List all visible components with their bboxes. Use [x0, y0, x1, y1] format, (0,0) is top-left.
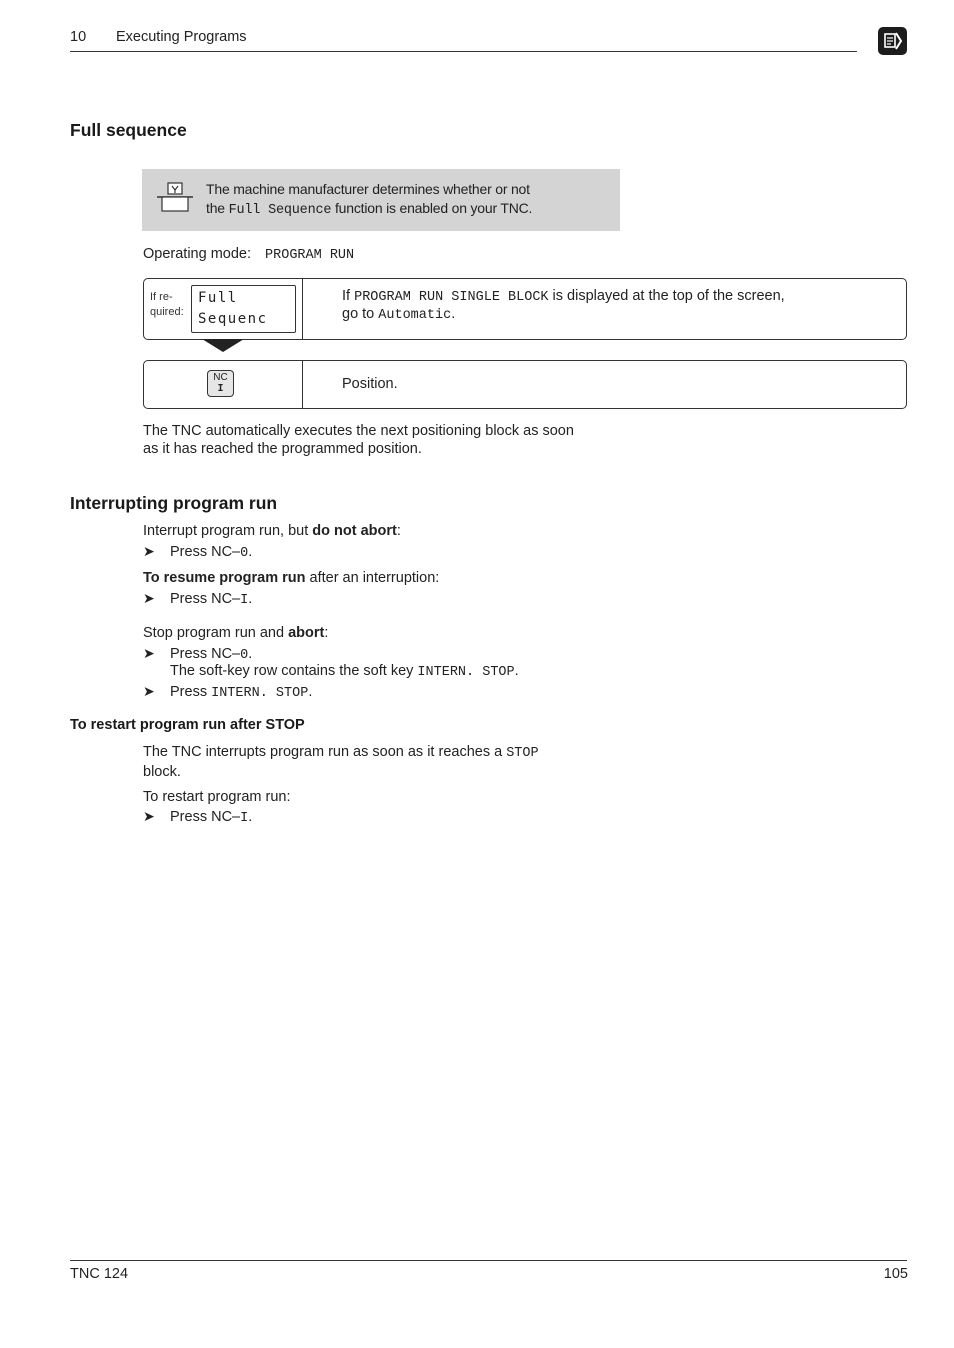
note-code: Full Sequence: [228, 203, 332, 218]
resume-intro-bold: To resume program run: [143, 570, 306, 586]
bullet-press-intern-stop: [143, 682, 312, 703]
abort-intro: [143, 624, 328, 642]
step-divider: [302, 279, 303, 339]
if-required-label: [150, 290, 184, 320]
step-full-sequence-softkey: [143, 278, 907, 340]
bullet-arrow-icon: ➤: [143, 590, 155, 606]
abort-intro-post: :: [324, 625, 329, 641]
restart-instruction: To restart program run:: [143, 789, 291, 805]
abort-intro-bold: abort: [288, 625, 325, 641]
run-mode-icon: [878, 27, 907, 55]
bullet-code: INTERN. STOP: [211, 686, 309, 701]
down-arrow-icon: [202, 339, 244, 352]
chapter-number: 10: [70, 29, 87, 45]
auto-execution-line-1: The TNC automatically executes the next positioning block as soon: [143, 423, 574, 439]
bullet-text: Press NC–: [170, 646, 241, 662]
bullet-text-post: .: [248, 544, 253, 560]
bullet-code: 0: [240, 546, 249, 561]
resume-intro-post: after an interruption:: [305, 570, 440, 586]
operating-mode: [143, 246, 354, 263]
softkey-row-note-code: INTERN. STOP: [417, 665, 515, 680]
restart-intro-line-2: block.: [143, 764, 181, 780]
softkey-row-note-post: .: [514, 663, 519, 679]
bullet-code: I: [240, 811, 249, 826]
bullet-press-nc0: [143, 542, 252, 563]
chapter-title: Executing Programs: [116, 29, 247, 45]
nc-key-symbol: I: [217, 383, 224, 394]
if-required-line-1: If re-: [150, 291, 173, 303]
softkey-line-2: Sequenc: [198, 311, 268, 327]
bullet-text-post: .: [248, 646, 253, 662]
step1-line-2: [342, 306, 785, 324]
step2-instruction: Position.: [342, 376, 398, 392]
machine-manufacturer-icon: [156, 182, 194, 217]
bullet-arrow-icon: ➤: [143, 543, 155, 559]
section-heading-restart: To restart program run after STOP: [70, 717, 305, 733]
step1-text-post: is displayed at the top of the screen,: [548, 288, 785, 304]
page-number: 105: [883, 1266, 908, 1282]
softkey-row-note: [170, 662, 519, 682]
step1-text2-post: .: [451, 306, 456, 322]
step1-line-1: [342, 288, 785, 306]
interrupt-intro-pre: Interrupt program run, but: [143, 523, 313, 539]
nc-start-key[interactable]: [207, 370, 234, 397]
bullet-text-post: .: [248, 809, 253, 825]
note-line-2: [206, 199, 532, 220]
step1-code: PROGRAM RUN SINGLE BLOCK: [354, 290, 549, 305]
resume-intro: [143, 569, 439, 587]
note-line-1: The machine manufacturer determines whether or not: [206, 181, 530, 197]
bullet-restart-press-nci: [143, 807, 252, 828]
nc-key-label: NC: [213, 372, 228, 383]
step-nc-start: [143, 360, 907, 409]
interrupt-intro: [143, 522, 401, 540]
bullet-arrow-icon: ➤: [143, 683, 155, 699]
softkey-line-1: Full: [198, 290, 238, 306]
step1-text-pre: If: [342, 288, 355, 304]
section-heading-interrupting: Interrupting program run: [70, 493, 278, 513]
bullet-text-post: .: [308, 684, 313, 700]
restart-intro: [143, 743, 539, 781]
operating-mode-value: PROGRAM RUN: [265, 248, 355, 263]
interrupt-intro-post: :: [396, 523, 401, 539]
bullet-arrow-icon: ➤: [143, 808, 155, 824]
bullet-arrow-icon: ➤: [143, 645, 155, 661]
bullet-text: Press NC–: [170, 809, 241, 825]
note-text-pre: the: [206, 200, 229, 216]
footer-rule: [70, 1260, 907, 1261]
restart-intro-pre: The TNC interrupts program run as soon as it reaches a: [143, 744, 507, 760]
bullet-code: I: [240, 593, 249, 608]
note-text-post: function is enabled on your TNC.: [331, 200, 533, 216]
restart-intro-line-1: [143, 743, 539, 763]
footer-product: TNC 124: [70, 1266, 129, 1282]
bullet-code: 0: [240, 648, 249, 663]
section-heading-full-sequence: Full sequence: [70, 120, 187, 140]
operating-mode-label: Operating mode:: [143, 246, 252, 262]
bullet-text-post: .: [248, 591, 253, 607]
bullet-press-nci: [143, 589, 252, 610]
header-rule: [70, 51, 857, 52]
auto-execution-text: [143, 422, 574, 458]
restart-intro-code: STOP: [506, 746, 539, 761]
abort-intro-pre: Stop program run and: [143, 625, 289, 641]
manufacturer-note: [142, 169, 620, 231]
bullet-text: Press: [170, 684, 212, 700]
step1-instruction: [342, 288, 785, 324]
softkey-row-note-pre: The soft-key row contains the soft key: [170, 663, 418, 679]
auto-execution-line-2: as it has reached the programmed position.: [143, 441, 422, 457]
bullet-text: Press NC–: [170, 544, 241, 560]
step1-code-automatic: Automatic: [378, 308, 452, 323]
note-text: [206, 180, 532, 220]
step1-text2-pre: go to: [342, 306, 379, 322]
interrupt-intro-bold: do not abort: [312, 523, 397, 539]
if-required-line-2: quired:: [150, 306, 184, 318]
step-divider: [302, 361, 303, 408]
bullet-text: Press NC–: [170, 591, 241, 607]
full-sequence-softkey[interactable]: [191, 285, 296, 333]
